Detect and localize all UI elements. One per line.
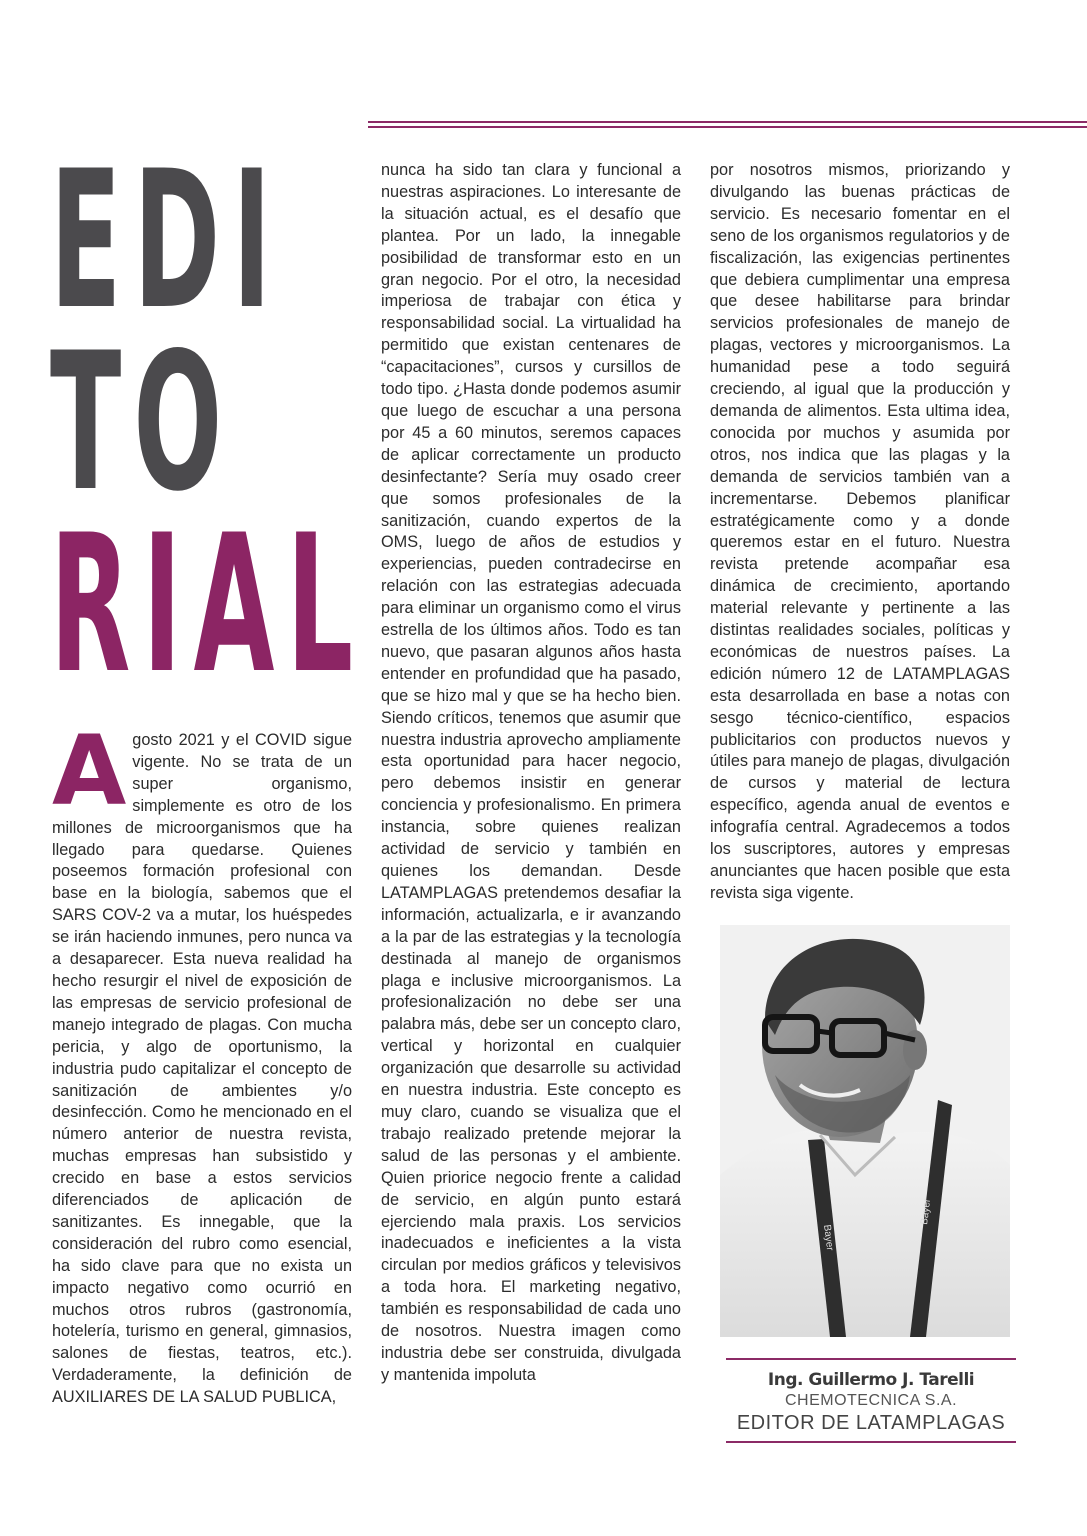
author-photo [720,925,1010,1337]
lanyard-text-right: Bayer [919,1198,934,1226]
author-credit [726,1358,1016,1443]
body-column-3: por nosotros mismos, priorizando y divulgando las buenas prácticas de servicio. Es necesario fomentar en el seno de los organismos regulatorios y de fiscalización, las exigencias pertinentes que debiera cumplimentar una empresa que desee habilitarse para brindar servicios profesionales de manejo de plagas, vectores y microorganismos. La humanidad pese a todo seguirá creciendo, al igual que la producción y demanda de alimentos. Esta ultima idea, conocida por muchos y asumida por otros, nos indica que las plagas y la demanda de servicios también van a incrementarse. Debemos planificar estratégicamente como y a donde queremos estar en el futuro. Nuestra revista pretende acompañar esa dinámica de crecimiento, aportando material relevante y pertinente a las distintas realidades sociales, políticas y económicas de nuestros países. La edición número 12 de LATAMPLAGAS esta desarrollada en base a notas con sesgo técnico-científico, espacios publicitarios con productos nuevos y útiles para manejo de plagas, divulgación de cursos y material de lectura específico, agenda anual de eventos e infografía central. Agradecemos a todos los suscriptores, autores y empresas anunciantes que hacen posible que esta revista siga vigente. [710,161,1010,902]
editorial-heading [50,130,366,715]
top-decorative-rule [368,121,1087,128]
drop-cap: A [52,715,127,827]
lanyard-text-left: Bayer [821,1224,836,1252]
credit-top-rule [726,1358,1016,1360]
heading-line-2: TO [50,312,235,533]
column-1-text: gosto 2021 y el COVID sigue vigente. No se trata de un super organismo, simplemente es otro de los millones de microorganismos que ha llegado para quedarse. Quienes poseemos formación profesional con base en la biología, sabemos que el SARS COV-2 va a mutar, los huéspedes se irán haciendo inmunes, pero nunca va a desaparecer. Esta nueva realidad ha hecho resurgir el nivel de exposición de las empresas de servicio profesional de manejo integrado de plagas. Con mucha pericia, y algo de oportunismo, la industria pudo capitalizar el concepto de sanitización de ambientes y/o desinfección. Como he mencionado en el número anterior de nuestra revista, muchas empresas han subsistido y crecido en base a estos servicios diferenciados de aplicación de sanitizantes. Es innegable, que la consideración del rubro como esencial, ha sido clave para que no exista un impacto negativo como ocurrió en muchos otros rubros (gastronomía, hotelería, turismo en general, gimnasios, salones de fiestas, teatros, etc.). Verdaderamente, la definición de AUXILIARES DE LA SALUD PUBLICA, [52,731,352,1407]
body-column-1 [52,715,352,1409]
author-role: EDITOR DE LATAMPLAGAS [736,1412,1006,1434]
author-company: CHEMOTECNICA S.A. [784,1392,958,1409]
body-column-2: nunca ha sido tan clara y funcional a nuestras aspiraciones. Lo interesante de la situación actual, es el desafío que plantea. Por un lado, la innegable posibilidad de transformar esto en un gran negocio. Por el otro, la necesidad imperiosa de trabajar con ética y responsabilidad social. La virtualidad ha permitido que existan centenares de “capacitaciones”, cursos y cursillos de todo tipo. ¿Hasta donde podemos asumir que luego de escuchar a una persona por 45 a 60 minutos, seremos capaces de aplicar correctamente un producto desinfectante? Sería muy osado creer que somos profesionales de la sanitización, cuando expertos de la OMS, luego de años de estudios y experiencias, pueden contradecirse en relación con las estrategias adecuada para eliminar un organismo como el virus estrella de los últimos años. Todo es tan nuevo, que pasaran algunos años hasta entender en profundidad que ha pasado, que se hizo mal y que se ha hecho bien. Siendo críticos, tenemos que asumir que nuestra industria aprovecho ampliamente esta oportunidad para hacer negocio, pero debemos insistir en generar conciencia y profesionalismo. En primera instancia, sobre quienes realizan actividad de servicio y también en quienes los demandan. Desde LATAMPLAGAS pretendemos desafiar la información, actualizarla, e ir avanzando a la par de las estrategias y la tecnología destinada al manejo de organismos plaga e inclusive microorganismos. La profesionalización no debe ser una palabra más, debe ser un concepto claro, vertical y horizontal en cualquier organización que desarrolle su actividad en nuestra industria. Este concepto es muy claro, cuando se visualiza que el trabajo realizado pretende mejorar la salud de las personas y el ambiente. Quien priorice negocio frente a calidad de servicio, en algún punto estará ejerciendo mala praxis. Los servicios inadecuados e ineficientes a la vista circulan por medios gráficos y televisivos a toda hora. El marketing negativo, también es responsabilidad de cada uno de nosotros. Nuestra imagen como industria debe ser construida, divulgada y mantenida impoluta [381,161,681,1384]
heading-line-3: RIAL [50,494,366,715]
author-name: Ing. Guillermo J. Tarelli [767,1370,975,1390]
credit-bottom-rule [726,1441,1016,1443]
heading-line-1: EDI [50,130,284,351]
